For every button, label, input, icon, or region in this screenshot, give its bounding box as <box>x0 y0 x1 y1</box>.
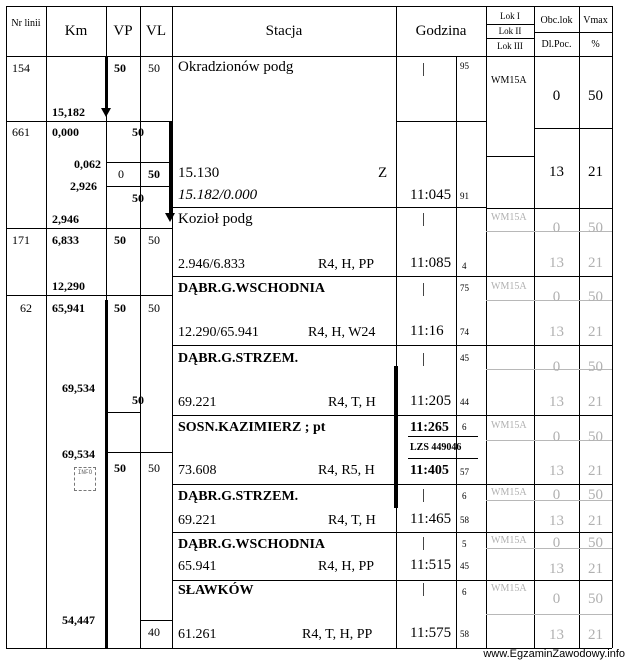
sep-kozlow <box>172 207 486 208</box>
sep-vl-40 <box>140 620 172 621</box>
obc-171: 13 <box>549 255 564 271</box>
codes-strz2: R4, T, H <box>328 513 376 528</box>
header-km: Km <box>64 23 88 39</box>
sup-slawkow: 6 <box>462 587 467 597</box>
obc-sep-f <box>486 484 612 485</box>
km-station-strz1: 69.221 <box>178 395 217 410</box>
loco-strz2: WM15A <box>491 487 527 498</box>
header-godzina: Godzina <box>415 23 467 39</box>
vmax-strz1-2: 21 <box>588 394 603 410</box>
codes-171: R4, H, PP <box>318 257 375 272</box>
km-station-171: 2.946/6.833 <box>178 257 245 272</box>
col-loco-line <box>486 6 487 648</box>
sep-154-661-time <box>396 121 486 122</box>
frame-right <box>612 6 613 648</box>
lzs-number: LZS 449046 <box>410 442 462 453</box>
vp-sosn: 50 <box>114 461 126 475</box>
obc-62: 13 <box>549 324 564 340</box>
header-pct: % <box>591 39 600 50</box>
vl-slawkow: 40 <box>148 625 160 639</box>
obc-sep-c <box>486 276 612 277</box>
km-154-end: 15,182 <box>52 105 85 119</box>
time-strz2: 11:465 <box>410 511 452 527</box>
arrow-down-icon <box>101 108 111 117</box>
time-pass-mark-154: | <box>422 61 426 77</box>
station-wschodnia-2: DĄBR.G.WSCHODNIA <box>178 537 326 552</box>
station-route-bar <box>394 366 398 508</box>
obc-154: 0 <box>552 88 561 104</box>
station-strzem-1: DĄBR.G.STRZEM. <box>178 351 299 366</box>
line-nr-661: 661 <box>12 125 30 139</box>
station-wschodnia-1: DĄBR.G.WSCHODNIA <box>178 281 326 296</box>
time-pass-mark-strz2: | <box>422 487 426 503</box>
vmax-koziol: 50 <box>588 220 603 236</box>
sep-154-661 <box>6 121 172 122</box>
sep-wsch2 <box>172 532 486 533</box>
time-sosn-dep: 11:405 <box>410 463 449 478</box>
vp-62: 50 <box>114 301 126 315</box>
codes-sosn: R4, R5, H <box>318 463 375 478</box>
km-join-661: 15.182/0.000 <box>178 187 258 203</box>
km-661-2: 0,062 <box>74 157 101 171</box>
obc-sep-d <box>486 345 612 346</box>
grey-sep-7 <box>486 614 612 615</box>
header-obc-lok: Obc.lok <box>540 15 573 26</box>
km-171-1: 6,833 <box>52 233 79 247</box>
vmax-wsch2: 50 <box>588 535 603 551</box>
vmax-slawkow: 50 <box>588 591 603 607</box>
header-vp: VP <box>113 23 133 39</box>
v-661-1: 50 <box>132 125 144 139</box>
vmax-strz2: 50 <box>588 487 603 503</box>
speed-route-bar-661 <box>169 121 172 217</box>
footer-source[interactable]: www.EgzaminZawodowy.info <box>483 648 625 660</box>
sep-wsch1 <box>172 276 486 277</box>
codes-62: R4, H, W24 <box>308 325 376 340</box>
time-strz1: 11:205 <box>410 393 452 409</box>
obc-strz1-2: 13 <box>549 394 564 410</box>
km-slawkow: 54,447 <box>62 613 95 627</box>
loco-wsch1: WM15A <box>491 281 527 292</box>
vl-sosn: 50 <box>148 461 160 475</box>
speed-route-bar-154 <box>105 56 108 112</box>
loco-slawkow: WM15A <box>491 583 527 594</box>
obc-sep-h <box>486 580 612 581</box>
vmax-661: 21 <box>588 164 603 180</box>
vmax-wsch2-2: 21 <box>588 561 603 577</box>
km-station-sosn: 73.608 <box>178 463 217 478</box>
time-slawkow: 11:575 <box>410 625 452 641</box>
km-661-3: 2,926 <box>70 179 97 193</box>
km-strz1: 69,534 <box>62 381 95 395</box>
line-nr-171: 171 <box>12 233 30 247</box>
time-pass-mark-wsch2: | <box>422 535 426 551</box>
sup-661: 91 <box>460 191 469 201</box>
vl-171: 50 <box>148 233 160 247</box>
sup-slawkow-dep: 58 <box>460 629 469 639</box>
header-bottom-line <box>6 56 612 57</box>
sep-lzs-bottom <box>408 458 478 459</box>
km-661-4: 2,946 <box>52 212 79 226</box>
km-station-strz2: 69.221 <box>178 513 217 528</box>
col-vl-line <box>140 6 141 648</box>
vp-171: 50 <box>114 233 126 247</box>
sep-661-speed <box>106 162 172 163</box>
time-pass-mark-koziol: | <box>422 211 426 227</box>
sup-strz2: 6 <box>462 491 467 501</box>
codes-strz1: R4, T, H <box>328 395 376 410</box>
sup-sosn: 6 <box>462 422 467 432</box>
obc-sep-a <box>534 128 612 129</box>
time-pass-mark-strz1: | <box>422 351 426 367</box>
vmax-strz1: 50 <box>588 359 603 375</box>
col-time-line <box>396 6 397 648</box>
time-sosn-arr: 11:265 <box>410 420 449 435</box>
sup-154: 95 <box>460 61 469 71</box>
sep-171-62 <box>6 295 172 296</box>
v-661-a: 0 <box>118 167 124 181</box>
km-661-1: 0,000 <box>52 125 79 139</box>
vmax-slawkow-2: 21 <box>588 627 603 643</box>
header-lok1: Lok I <box>500 11 520 21</box>
info-stamp-icon: INFO <box>74 467 96 491</box>
obc-strz1: 0 <box>552 359 561 375</box>
km-station-wsch2: 65.941 <box>178 559 217 574</box>
sep-62-speed2 <box>106 452 172 453</box>
vmax-154: 50 <box>588 88 603 104</box>
col-station-line <box>172 6 173 648</box>
frame-left <box>6 6 7 648</box>
km-171-2: 12,290 <box>52 279 85 293</box>
obc-661: 13 <box>549 164 564 180</box>
obc-sep-g <box>486 532 612 533</box>
header-dl-poc: Dl.Poc. <box>541 39 572 50</box>
lok-split1 <box>486 24 534 25</box>
vmax-wsch1: 50 <box>588 289 603 305</box>
vmax-171: 21 <box>588 255 603 271</box>
station-koziol: Kozioł podg <box>178 211 253 227</box>
sep-sosn <box>172 415 486 416</box>
codes-slawkow: R4, T, H, PP <box>302 627 373 642</box>
v-strz1: 50 <box>132 393 144 407</box>
time-62: 11:16 <box>410 323 444 339</box>
lok-split2 <box>486 38 534 39</box>
vmax-sosn: 50 <box>588 429 603 445</box>
station-slawkow: SŁAWKÓW <box>178 583 254 598</box>
km-station-slawkow: 61.261 <box>178 627 217 642</box>
obc-strz2: 0 <box>552 487 561 503</box>
v-661-c: 50 <box>132 191 144 205</box>
obc-sosn-2: 13 <box>549 463 564 479</box>
loco-154: WM15A <box>491 75 527 86</box>
speed-route-bar-62 <box>105 300 108 648</box>
loco-wsch2: WM15A <box>491 535 527 546</box>
obc-split <box>534 32 612 33</box>
sup-strz2-dep: 58 <box>460 515 469 525</box>
station-strzem-2: DĄBR.G.STRZEM. <box>178 489 299 504</box>
sup-62: 74 <box>460 327 469 337</box>
obc-wsch2-2: 13 <box>549 561 564 577</box>
codes-wsch2: R4, H, PP <box>318 559 375 574</box>
station-okradzionow: Okradzionów podg <box>178 59 294 75</box>
km-station-62: 12.290/65.941 <box>178 325 259 340</box>
obc-sep-b <box>486 208 612 209</box>
col-km-line <box>46 6 47 648</box>
km-62-1: 65,941 <box>52 301 85 315</box>
frame-top <box>6 6 612 7</box>
loco-sep-a <box>486 156 534 157</box>
time-pass-mark-slawkow: | <box>422 581 426 597</box>
vl-154: 50 <box>148 61 160 75</box>
obc-slawkow: 0 <box>552 591 561 607</box>
vmax-sosn-2: 21 <box>588 463 603 479</box>
z-code: Z <box>378 165 388 181</box>
vmax-62: 21 <box>588 324 603 340</box>
header-nr-linii: Nr linii <box>11 18 41 29</box>
obc-slawkow-2: 13 <box>549 627 564 643</box>
station-km-15130: 15.130 <box>178 165 220 181</box>
sup-strz1: 45 <box>460 353 469 363</box>
vp-154: 50 <box>114 61 126 75</box>
loco-koziol: WM15A <box>491 212 527 223</box>
time-171: 11:085 <box>410 255 452 271</box>
sup-171: 4 <box>462 261 467 271</box>
obc-sosn: 0 <box>552 429 561 445</box>
obc-sep-e <box>486 415 612 416</box>
obc-wsch1: 0 <box>552 289 561 305</box>
sup-wsch2-dep: 45 <box>460 561 469 571</box>
sep-661-171 <box>6 228 172 229</box>
sep-661-speed2 <box>106 186 172 187</box>
vmax-strz2-2: 21 <box>588 513 603 529</box>
sep-strz1 <box>172 345 486 346</box>
header-vl: VL <box>146 23 166 39</box>
sep-lzs-top <box>408 436 478 437</box>
header-vmax: Vmax <box>583 15 608 26</box>
vl-62: 50 <box>148 301 160 315</box>
sep-strz2 <box>172 484 486 485</box>
line-nr-62: 62 <box>20 301 32 315</box>
col-sup-line <box>456 56 457 648</box>
obc-strz2-2: 13 <box>549 513 564 529</box>
sup-strz1-dep: 44 <box>460 397 469 407</box>
line-nr-154: 154 <box>12 61 30 75</box>
v-661-split <box>140 162 141 186</box>
time-pass-mark-wsch1: | <box>422 281 426 297</box>
sep-62-speed <box>106 412 140 413</box>
km-sosn: 69,534 <box>62 447 95 461</box>
header-stacja: Stacja <box>265 23 303 39</box>
station-sosn-kazimierz: SOSN.KAZIMIERZ ; pt <box>178 420 326 435</box>
obc-koziol: 0 <box>552 220 561 236</box>
header-lok3: Lok III <box>497 41 523 51</box>
time-661: 11:045 <box>410 187 452 203</box>
sup-wsch2: 5 <box>462 539 467 549</box>
sep-slawkow <box>172 580 486 581</box>
v-661-b: 50 <box>148 167 160 181</box>
header-lok2: Lok II <box>498 26 522 36</box>
loco-sosn: WM15A <box>491 420 527 431</box>
time-wsch2: 11:515 <box>410 557 452 573</box>
obc-wsch2: 0 <box>552 535 561 551</box>
sup-sosn-dep: 57 <box>460 467 469 477</box>
arrow-down-icon-661 <box>165 213 175 222</box>
sup-wsch1: 75 <box>460 283 469 293</box>
